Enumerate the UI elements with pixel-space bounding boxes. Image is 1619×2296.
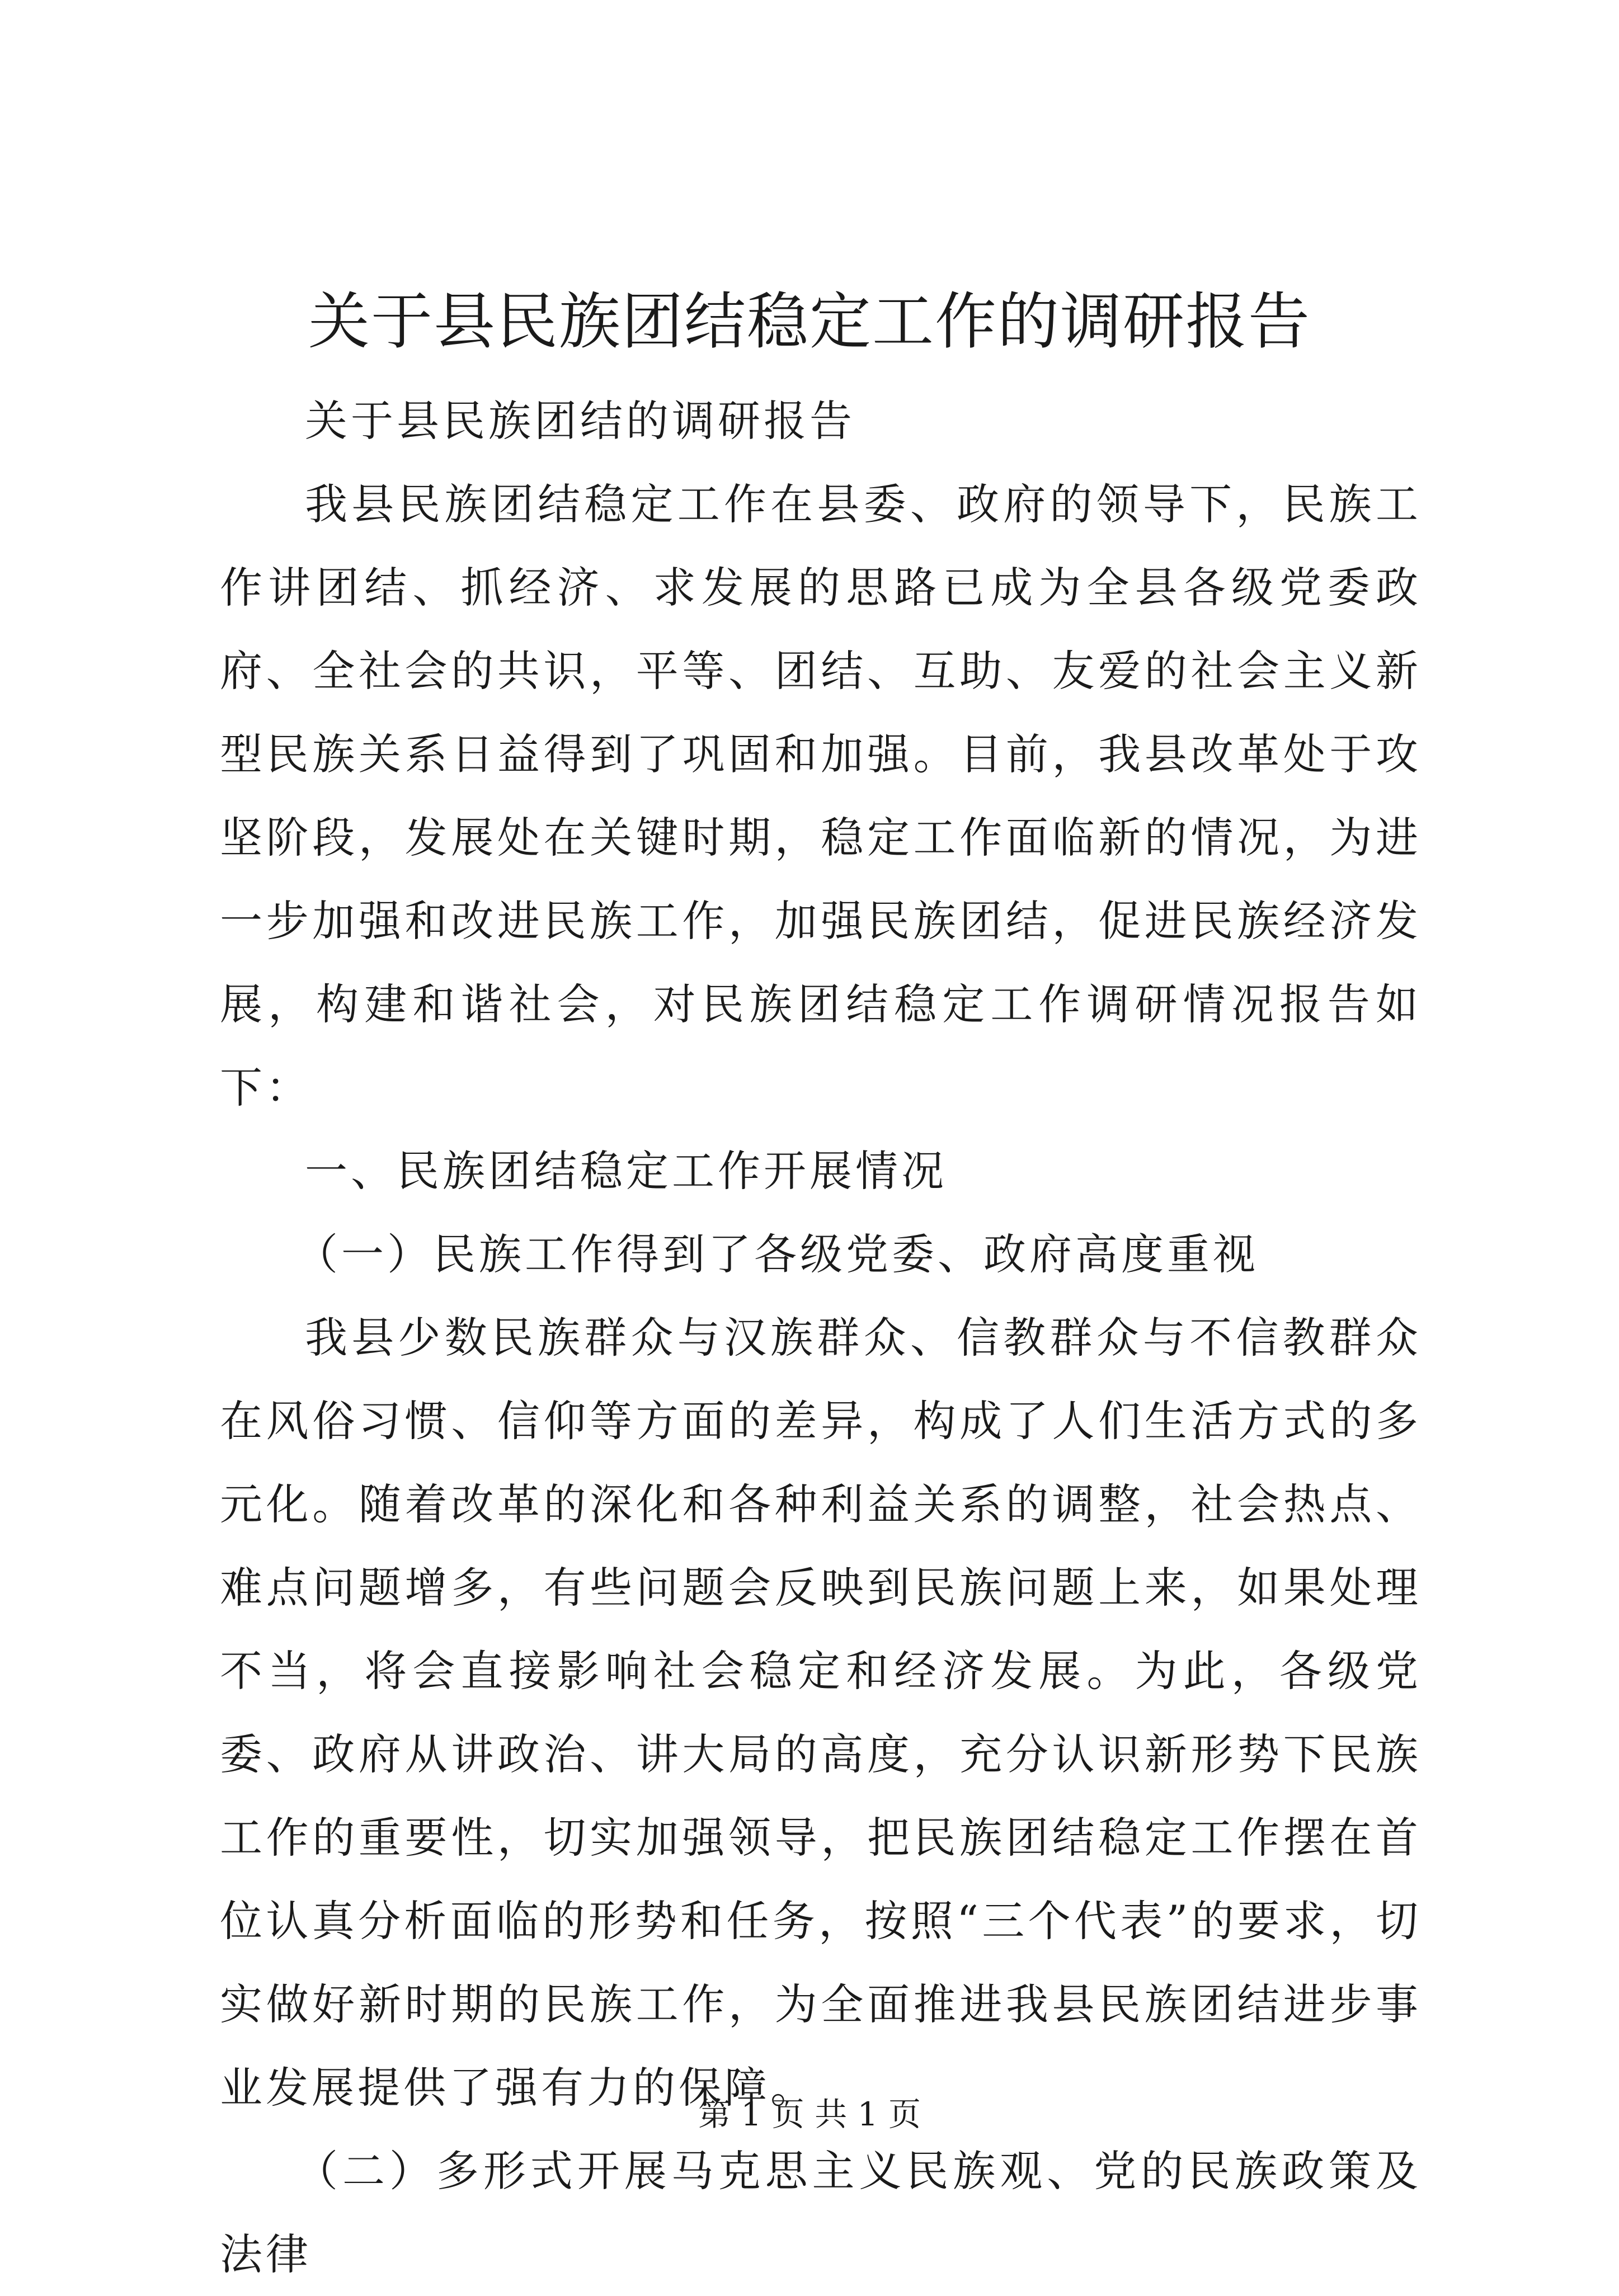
- section-heading-1: 一、民族团结稳定工作开展情况: [305, 1146, 947, 1196]
- document-body: [220, 379, 1422, 2296]
- body-paragraph-1: 我县少数民族群众与汉族群众、信教群众与不信教群众在风俗习惯、信仰等方面的差异，构成了人们生活方式的多元化。随着改革的深化和各种利益关系的调整，社会热点、难点问题增多，有些问题会反映到民族问题上来，如果处理不当，将会直接影响社会稳定和经济发展。为此，各级党委、政府从讲政治、讲大局的高度，充分认识新形势下民族工作的重要性，切实加强领导，把民族团结稳定工作摆在首位认真分析面临的形势和任务，按照“三个代表”的要求，切实做好新时期的民族工作，为全面推进我县民族团结进步事业发展提供了强有力的保障。: [220, 1313, 1422, 2113]
- subtitle-paragraph: 关于县民族团结的调研报告: [305, 396, 855, 446]
- subsection-heading-2: （二）多形式开展马克思主义民族观、党的民族政策及法律: [220, 2146, 1422, 2279]
- subsection-heading-1: （一）民族工作得到了各级党委、政府高度重视: [295, 1229, 1259, 1279]
- intro-paragraph: 我县民族团结稳定工作在县委、政府的领导下，民族工作讲团结、抓经济、求发展的思路已成为全县各级党委政府、全社会的共识，平等、团结、互助、友爱的社会主义新型民族关系日益得到了巩固和加强。目前，我县改革处于攻坚阶段，发展处在关键时期，稳定工作面临新的情况，为进一步加强和改进民族工作，加强民族团结，促进民族经济发展，构建和谐社会，对民族团结稳定工作调研情况报告如下：: [220, 479, 1422, 1112]
- document-title: 关于县民族团结稳定工作的调研报告: [308, 286, 1311, 357]
- page-number-footer: 第 1 页 共 1 页: [698, 2095, 921, 2133]
